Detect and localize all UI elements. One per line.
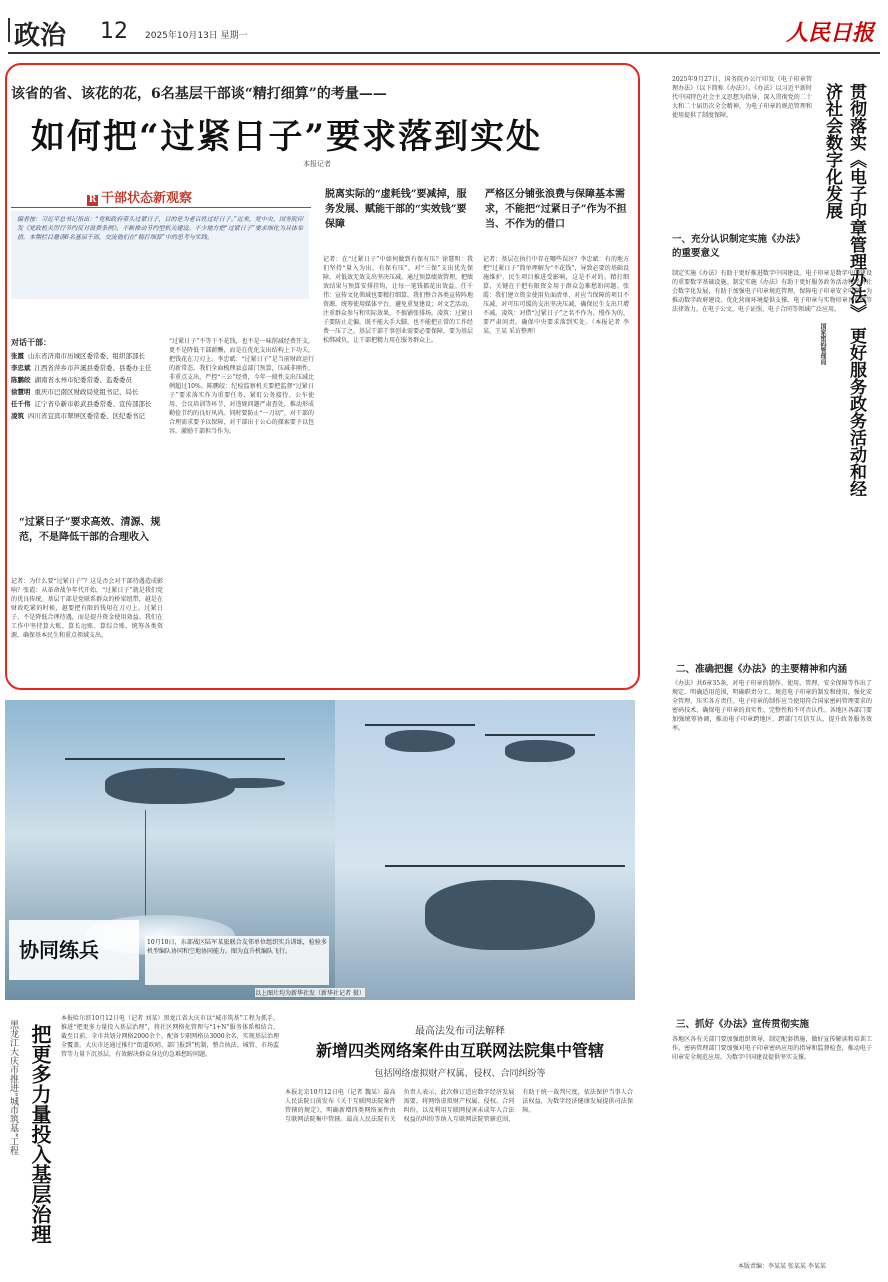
section-name: 政治 <box>14 21 67 51</box>
panel-person <box>11 387 161 397</box>
sidebar-section-2: 二、准确把握《办法》的主要精神和内涵 <box>676 664 848 675</box>
section-bracket <box>8 18 13 42</box>
col4-text: 记者：基层在执行中存在哪些误区？李忠斌：有的地方把“过紧日子”简单理解为“不花钱”，导致必要的基础设施维护、民生项目推进受影响，这是不对的。精打细算，关键在于把有限资金用于群众急难愁盼问题。张霞：我们建立资金使用负面清单，对应当保障的项目不压减，对可压可缓的支出坚决压减，确保民生支出只增不减。凌筑：对借“过紧日子”之名不作为、慢作为的，要严肃问责，确保中央要求落到实处。（本报记者 李某、王某 采访整理） <box>483 256 629 335</box>
col3-text: 记者：在“过紧日子”中如何做到有保有压？徐慧明：我们坚持“量入为出、有保有压”，对“三保”支出优先保障，对低效无效支出坚决压减。通过预算绩效管理，把绩效结果与预算安排挂钩，让每一笔钱都花出效益。任千伟：宣传文化领域也要精打细算。我们整合各类宣传阵地资源，统筹使用媒体平台，避免重复建设；对文艺活动，注重群众参与和实际效果，不搞铺张排场。凌筑：过紧日子要防止走偏，既不能大手大脚，也不能把正常的工作经费一压了之。基层干部干事创业需要必要保障，要为基层松绑减负，让干部把精力用在服务群众上。 <box>323 256 473 344</box>
panel-person-role: 四川省宜宾市翠屏区委常委、区纪委书记 <box>28 412 145 420</box>
dialogue-panel <box>11 337 161 423</box>
column-tag <box>87 187 192 206</box>
court-kicker: 最高法发布司法解释 <box>415 1026 505 1037</box>
subhead-3: 严格区分铺张浪费与保障基本需求，不能把“过紧日子”作为不担当、不作为的借口 <box>485 189 627 230</box>
sidebar-vertical-byline: 国家密码管理局 <box>819 323 826 365</box>
panel-person-name: 张霞 <box>11 352 24 360</box>
helicopter-right-2 <box>485 730 595 770</box>
helicopter-right-1 <box>365 720 475 760</box>
panel-person-role: 山东省济南市历城区委常委、组织部部长 <box>28 352 145 360</box>
sidebar-section-1-text: 制定实施《办法》有助于更好推进数字中国建设。电子印章是数字中国建设的重要数字基础设施。制定实施《办法》有助于更好服务政务活动和经济社会数字化发展，有助于加强电子印章规范管理，保障电子印章安全可靠，为推动数字政府建设、优化营商环境提供支撑。电子印章与实物印章具有同等法律效力，在电子公文、电子证照、电子合同等领域广泛应用。 <box>672 270 872 313</box>
panel-person-name: 凌筑 <box>11 412 24 420</box>
newspaper-logo: 人民日报 <box>786 20 875 46</box>
editor-note-box <box>11 211 309 299</box>
panel-title: 对话干部： <box>11 337 51 347</box>
sidebar-section-2-text: 《办法》共6章35条，对电子印章的制作、使用、管理、安全保障等作出了规定。明确适用范围，明确职责分工，规范电子印章的制发和使用，强化安全管理，压实各方责任。电子印章的制作应当使用符合国家密码管理要求的密码技术，确保电子印章的真实性、完整性和不可否认性。各地区各部门要加强统筹协调，推动电子印章跨地区、跨部门互信互认，提升政务服务效率。 <box>672 680 872 732</box>
photo-title-box <box>9 920 139 980</box>
bottom-left-kicker: 黑龙江大庆市推进“城市筑基”工程 <box>8 1020 18 1156</box>
panel-person-role: 辽宁省阜新市彰武县委常委、宣传部部长 <box>34 400 152 408</box>
sidebar-section-3: 三、抓好《办法》宣传贯彻实施 <box>676 1019 810 1030</box>
panel-person-name: 徐慧明 <box>11 388 31 396</box>
panel-person <box>11 411 161 421</box>
helicopter-left <box>65 750 285 820</box>
panel-person-role: 重庆市巴南区财政局党组书记、局长 <box>34 388 139 396</box>
sidebar-intro: 2025年9月27日，国务院办公厅印发《电子印章管理办法》（以下简称《办法》）。《办法》以习近平新时代中国特色社会主义思想为指导，深入贯彻党的二十大和二十届历次全会精神，为电子印章的规范管理和使用提供了制度保障。 <box>672 76 812 119</box>
panel-person <box>11 375 161 385</box>
photo-title: 协同练兵 <box>19 938 99 962</box>
editor-note: 编者按：习近平总书记指出：“党和政府带头过紧日子，目的是为老百姓过好日子。”近来，党中央、国务院印发《党政机关厉行节约反对浪费条例》，不断推动节约型机关建设。不少地方把“过紧日子”要求细化为具体举措。本期栏目邀请6名基层干部，交流他们在“精打细算”中的思考与实践。 <box>17 216 303 241</box>
panel-person-role: 湖南省永州市纪委常委、监委委员 <box>34 376 132 384</box>
panel-person <box>11 399 161 409</box>
panel-person-role: 江西省萍乡市芦溪县委常委、县委办主任 <box>34 364 152 372</box>
panel-person-name: 任千伟 <box>11 400 31 408</box>
issue-date: 2025年10月13日 星期一 <box>145 31 248 41</box>
feature-article <box>5 63 640 690</box>
sidebar-article <box>642 63 882 1273</box>
helicopter-right-3 <box>385 855 625 975</box>
bottom-left-headline: 把更多力量投入基层治理 <box>28 1024 52 1244</box>
panel-list <box>11 351 161 421</box>
subhead-1: “过紧日子”要求高效、清源、规范，不是降低干部的合理收入 <box>19 517 161 543</box>
col1-text: 记者：为什么要“过紧日子”？这是否会对干部待遇造成影响？张霞：从革命战争年代开始，“过紧日子”就是我们党的优良传统。基层干部是党联系群众的桥梁纽带，越是在财政吃紧的时候，越要把有限的钱用在刀刃上。过紧日子，不是降低合理待遇，而是提升资金使用效益。我们在工作中坚持算大账、算长远账、算综合账，统筹各类资源，确保基本民生和重点领域支出。 <box>11 578 163 639</box>
sidebar-vertical-title: 贯彻落实《电子印章管理办法》 更好服务政务活动和经济社会数字化发展 <box>822 83 866 497</box>
panel-person-name: 李忠斌 <box>11 364 31 372</box>
column-tag-label: 干部状态新观察 <box>101 191 193 206</box>
feature-headline: 如何把“过紧日子”要求落到实处 <box>31 117 543 157</box>
sidebar-footer: 本版责编：李某某 张某某 李某某 <box>738 1263 826 1270</box>
sidebar-section-1: 一、充分认识制定实施《办法》的重要意义 <box>672 234 806 259</box>
bottom-mid-article <box>285 1010 635 1275</box>
bottom-left-article <box>5 1010 285 1275</box>
feature-byline: 本报记者 <box>303 160 331 168</box>
col2-text: “过紧日子”不等于不花钱，也不是一味削减经费开支，更不是降低干部薪酬，而是在优化支出结构上下功夫，把钱花在刀刃上。李忠斌：“过紧日子”是当前财政运行的新常态。我们全面梳理县直部门预算，压减非刚性、非重点支出，严控“三公”经费，今年一般性支出压减比例超过10%。陈鹏皎：纪检监察机关要把监督“过紧日子”要求落实作为重要任务，紧盯公务接待、公车使用、会议培训等环节，对违规问题严肃查处，推动形成勤俭节约的良好风尚。同时要防止“一刀切”，对干部的合理需求要予以保障，对干部出于公心的探索要予以包容，激励干部担当作为。 <box>169 338 314 435</box>
photo-credit: 以上图片均为新华社发（新华社记者 摄） <box>255 990 365 997</box>
feature-kicker: 该省的省、该花的花，6名基层干部谈“精打细算”的考量—— <box>11 86 387 102</box>
page-number: 12 <box>100 19 128 44</box>
column-tag-rule <box>11 207 311 208</box>
court-text: 本报北京10月12日电（记者 魏某）最高人民法院日前发布《关于互联网法院案件管辖的规定》，明确新增四类网络案件由互联网法院集中管辖。最高人民法院有关负责人表示，此次修订适应数字经济发展需要，将网络虚拟财产权属、侵权、合同纠纷，以及利用互联网侵害未成年人合法权益的纠纷等纳入互联网法院管辖范围，有助于统一裁判尺度，依法保护当事人合法权益，为数字经济健康发展提供司法保障。 <box>285 1089 633 1123</box>
panel-person <box>11 351 161 361</box>
subhead-2: 脱离实际的“虚耗钱”要减掉，服务发展、赋能干部的“实效钱”要保障 <box>325 189 467 230</box>
panel-person <box>11 363 161 373</box>
court-headline: 新增四类网络案件由互联网法院集中管辖 <box>315 1041 604 1060</box>
panel-person-name: 陈鹏皎 <box>11 376 31 384</box>
bottom-left-text: 本报哈尔滨10月12日电（记者 刘某）黑龙江省大庆市以“城市筑基”工程为抓手，推进“把更多力量投入基层治理”，将社区网格化管理与“1+N”服务体系相结合，截至目前，全市共划分网格2000余个，配备专职网格员3000余名，实现基层治理全覆盖。大庆市还通过推行“街道吹哨、部门报到”机制，整合执法、城管、市场监管等力量下沉基层，有效解决群众身边的急难愁盼问题。 <box>61 1015 279 1058</box>
rope-line <box>145 810 146 930</box>
court-subhead: 包括网络虚拟财产权属、侵权、合同纠纷等 <box>374 1069 546 1079</box>
masthead <box>0 0 888 56</box>
photo-caption: 10月10日，东部战区陆军某旅联合友邻单位组织实兵训练，检验多机型编队协同和空地协同能力。图为直升机编队飞行。 <box>145 936 329 985</box>
column-tag-icon: R <box>88 195 97 205</box>
sidebar-section-3-text: 各地区各有关部门要加强组织领导，制定配套措施，做好宣传解读和培训工作。密码管理部门要加强对电子印章密码应用的指导和监督检查，推动电子印章安全规范应用，为数字中国建设提供坚实支撑。 <box>672 1036 872 1061</box>
main-photo <box>5 700 635 1000</box>
masthead-rule <box>8 52 880 54</box>
